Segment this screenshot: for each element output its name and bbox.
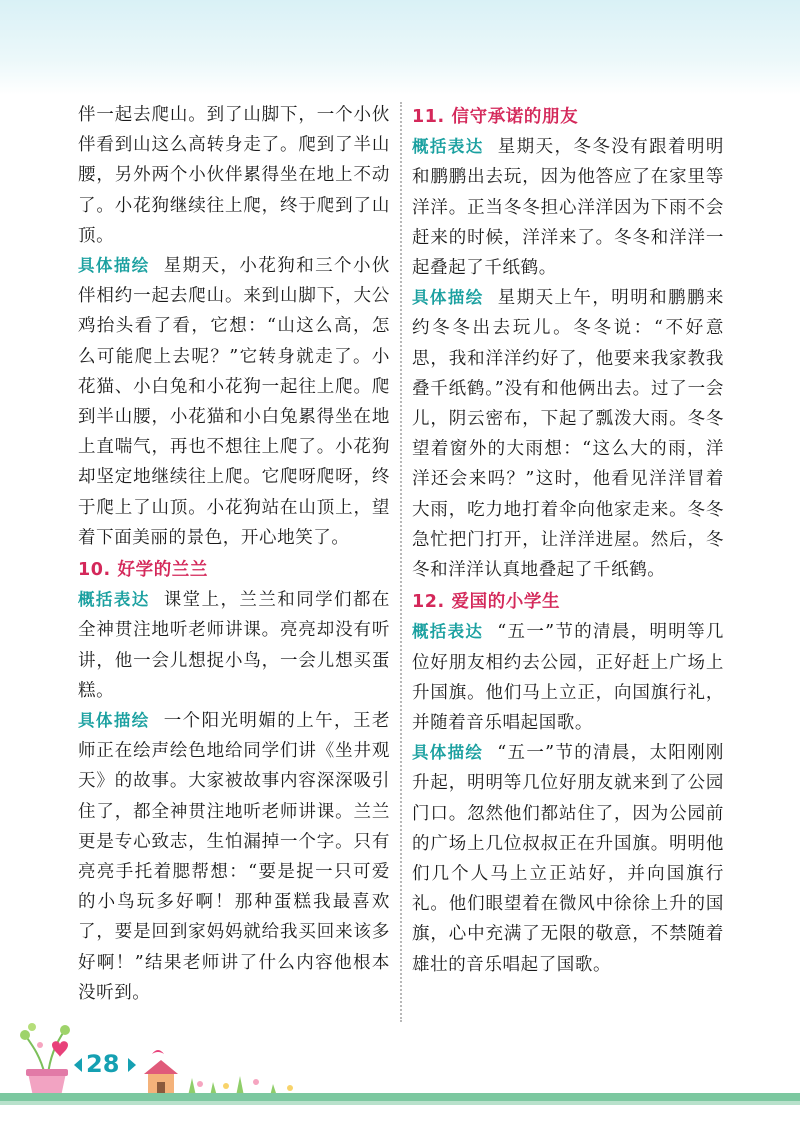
section-12-detail bbox=[412, 738, 724, 980]
house-and-flowers-illustration bbox=[140, 1040, 320, 1100]
right-column bbox=[412, 100, 724, 980]
section-10-detail bbox=[78, 706, 390, 1008]
footer-line bbox=[0, 1101, 800, 1105]
heart-icon bbox=[52, 1041, 68, 1057]
footer-band bbox=[0, 1093, 800, 1101]
section-10-summary bbox=[78, 585, 390, 706]
detail-label: 具体描绘 bbox=[78, 711, 150, 731]
section-12-summary bbox=[412, 617, 724, 738]
left-column bbox=[78, 100, 390, 1008]
section-10-detail-text: 一个阳光明媚的上午，王老师正在绘声绘色地给同学们讲《坐井观天》的故事。大家被故事内容深深吸引住了，都全神贯注地听老师讲课。兰兰更是专心致志，生怕漏掉一个字。只有亮亮手托着腮帮想：“要是捉一只可爱的小鸟玩多好啊！那种蛋糕我最喜欢了，要是回到家妈妈就给我买回来该多好啊！”结果老师讲了什么内容他根本没听到。 bbox=[78, 711, 391, 1003]
section-10-summary-text: 课堂上，兰兰和同学们都在全神贯注地听老师讲课。亮亮却没有听讲，他一会儿想捉小鸟，一会儿想买蛋糕。 bbox=[78, 590, 391, 701]
section-11-summary-text: 星期天，冬冬没有跟着明明和鹏鹏出去玩，因为他答应了在家里等洋洋。正当冬冬担心洋洋因为下雨不会赶来的时候，洋洋来了。冬冬和洋洋一起叠起了千纸鹤。 bbox=[412, 137, 725, 279]
column-divider bbox=[400, 102, 402, 1022]
section-12-title: 12. 爱国的小学生 bbox=[412, 592, 561, 613]
section-12-summary-text: “五一”节的清晨，明明等几位好朋友相约去公园，正好赶上广场上升国旗。他们马上立正，向国旗行礼，并随着音乐唱起国歌。 bbox=[412, 622, 724, 734]
section-11-summary bbox=[412, 132, 724, 283]
next-page-arrow-icon bbox=[128, 1058, 136, 1072]
detail-label: 具体描绘 bbox=[412, 743, 484, 763]
intro-detail-paragraph bbox=[78, 251, 390, 553]
small-house-icon bbox=[144, 1060, 178, 1094]
detail-label: 具体描绘 bbox=[78, 256, 150, 276]
flower-pot-illustration bbox=[10, 1015, 80, 1105]
summary-label: 概括表达 bbox=[78, 590, 150, 610]
detail-label: 具体描绘 bbox=[412, 288, 484, 308]
section-12-detail-text: “五一”节的清晨，太阳刚刚升起，明明等几位好朋友就来到了公园门口。忽然他们都站住了，因为公园前的广场上几位叔叔正在升国旗。明明他们几个人马上立正站好，并向国旗行礼。他们眼望着在微风中徐徐上升的国旗，心中充满了无限的敬意，不禁随着雄壮的音乐唱起了国歌。 bbox=[412, 743, 724, 975]
intro-detail-text: 星期天，小花狗和三个小伙伴相约一起去爬山。来到山脚下，大公鸡抬头看了看，它想：“山这么高，怎么可能爬上去呢？”它转身就走了。小花猫、小白兔和小花狗一起往上爬。爬到半山腰，小花猫和小白兔累得坐在地上直喘气，再也不想往上爬了。小花狗却坚定地继续往上爬。它爬呀爬呀，终于爬上了山顶。小花狗站在山顶上，望着下面美丽的景色，开心地笑了。 bbox=[78, 256, 391, 548]
previous-page-arrow-icon bbox=[74, 1058, 82, 1072]
section-11-title: 11. 信守承诺的朋友 bbox=[412, 107, 579, 127]
section-11-detail-text: 星期天上午，明明和鹏鹏来约冬冬出去玩儿。冬冬说：“不好意思，我和洋洋约好了，他要来我家教我叠千纸鹤。”没有和他俩出去。过了一会儿，阴云密布，下起了瓢泼大雨。冬冬望着窗外的大雨想：“这么大的雨，洋洋还会来吗？”这时，他看见洋洋冒着大雨，吃力地打着伞向他家走来。冬冬急忙把门打开，让洋洋进屋。然后，冬冬和洋洋认真地叠起了千纸鹤。 bbox=[412, 288, 725, 581]
intro-summary-paragraph: 伴一起去爬山。到了山脚下，一个小伙伴看到山这么高转身走了。爬到了半山腰，另外两个小伙伴累得坐在地上不动了。小花狗继续往上爬，终于爬到了山顶。 bbox=[78, 105, 390, 246]
summary-label: 概括表达 bbox=[412, 137, 484, 157]
bird-icon bbox=[152, 1050, 164, 1054]
pot-rim bbox=[26, 1069, 68, 1076]
page-number: 28 bbox=[86, 1050, 120, 1078]
section-10-title: 10. 好学的兰兰 bbox=[78, 560, 208, 581]
summary-label: 概括表达 bbox=[412, 622, 484, 642]
section-11-detail bbox=[412, 283, 724, 585]
